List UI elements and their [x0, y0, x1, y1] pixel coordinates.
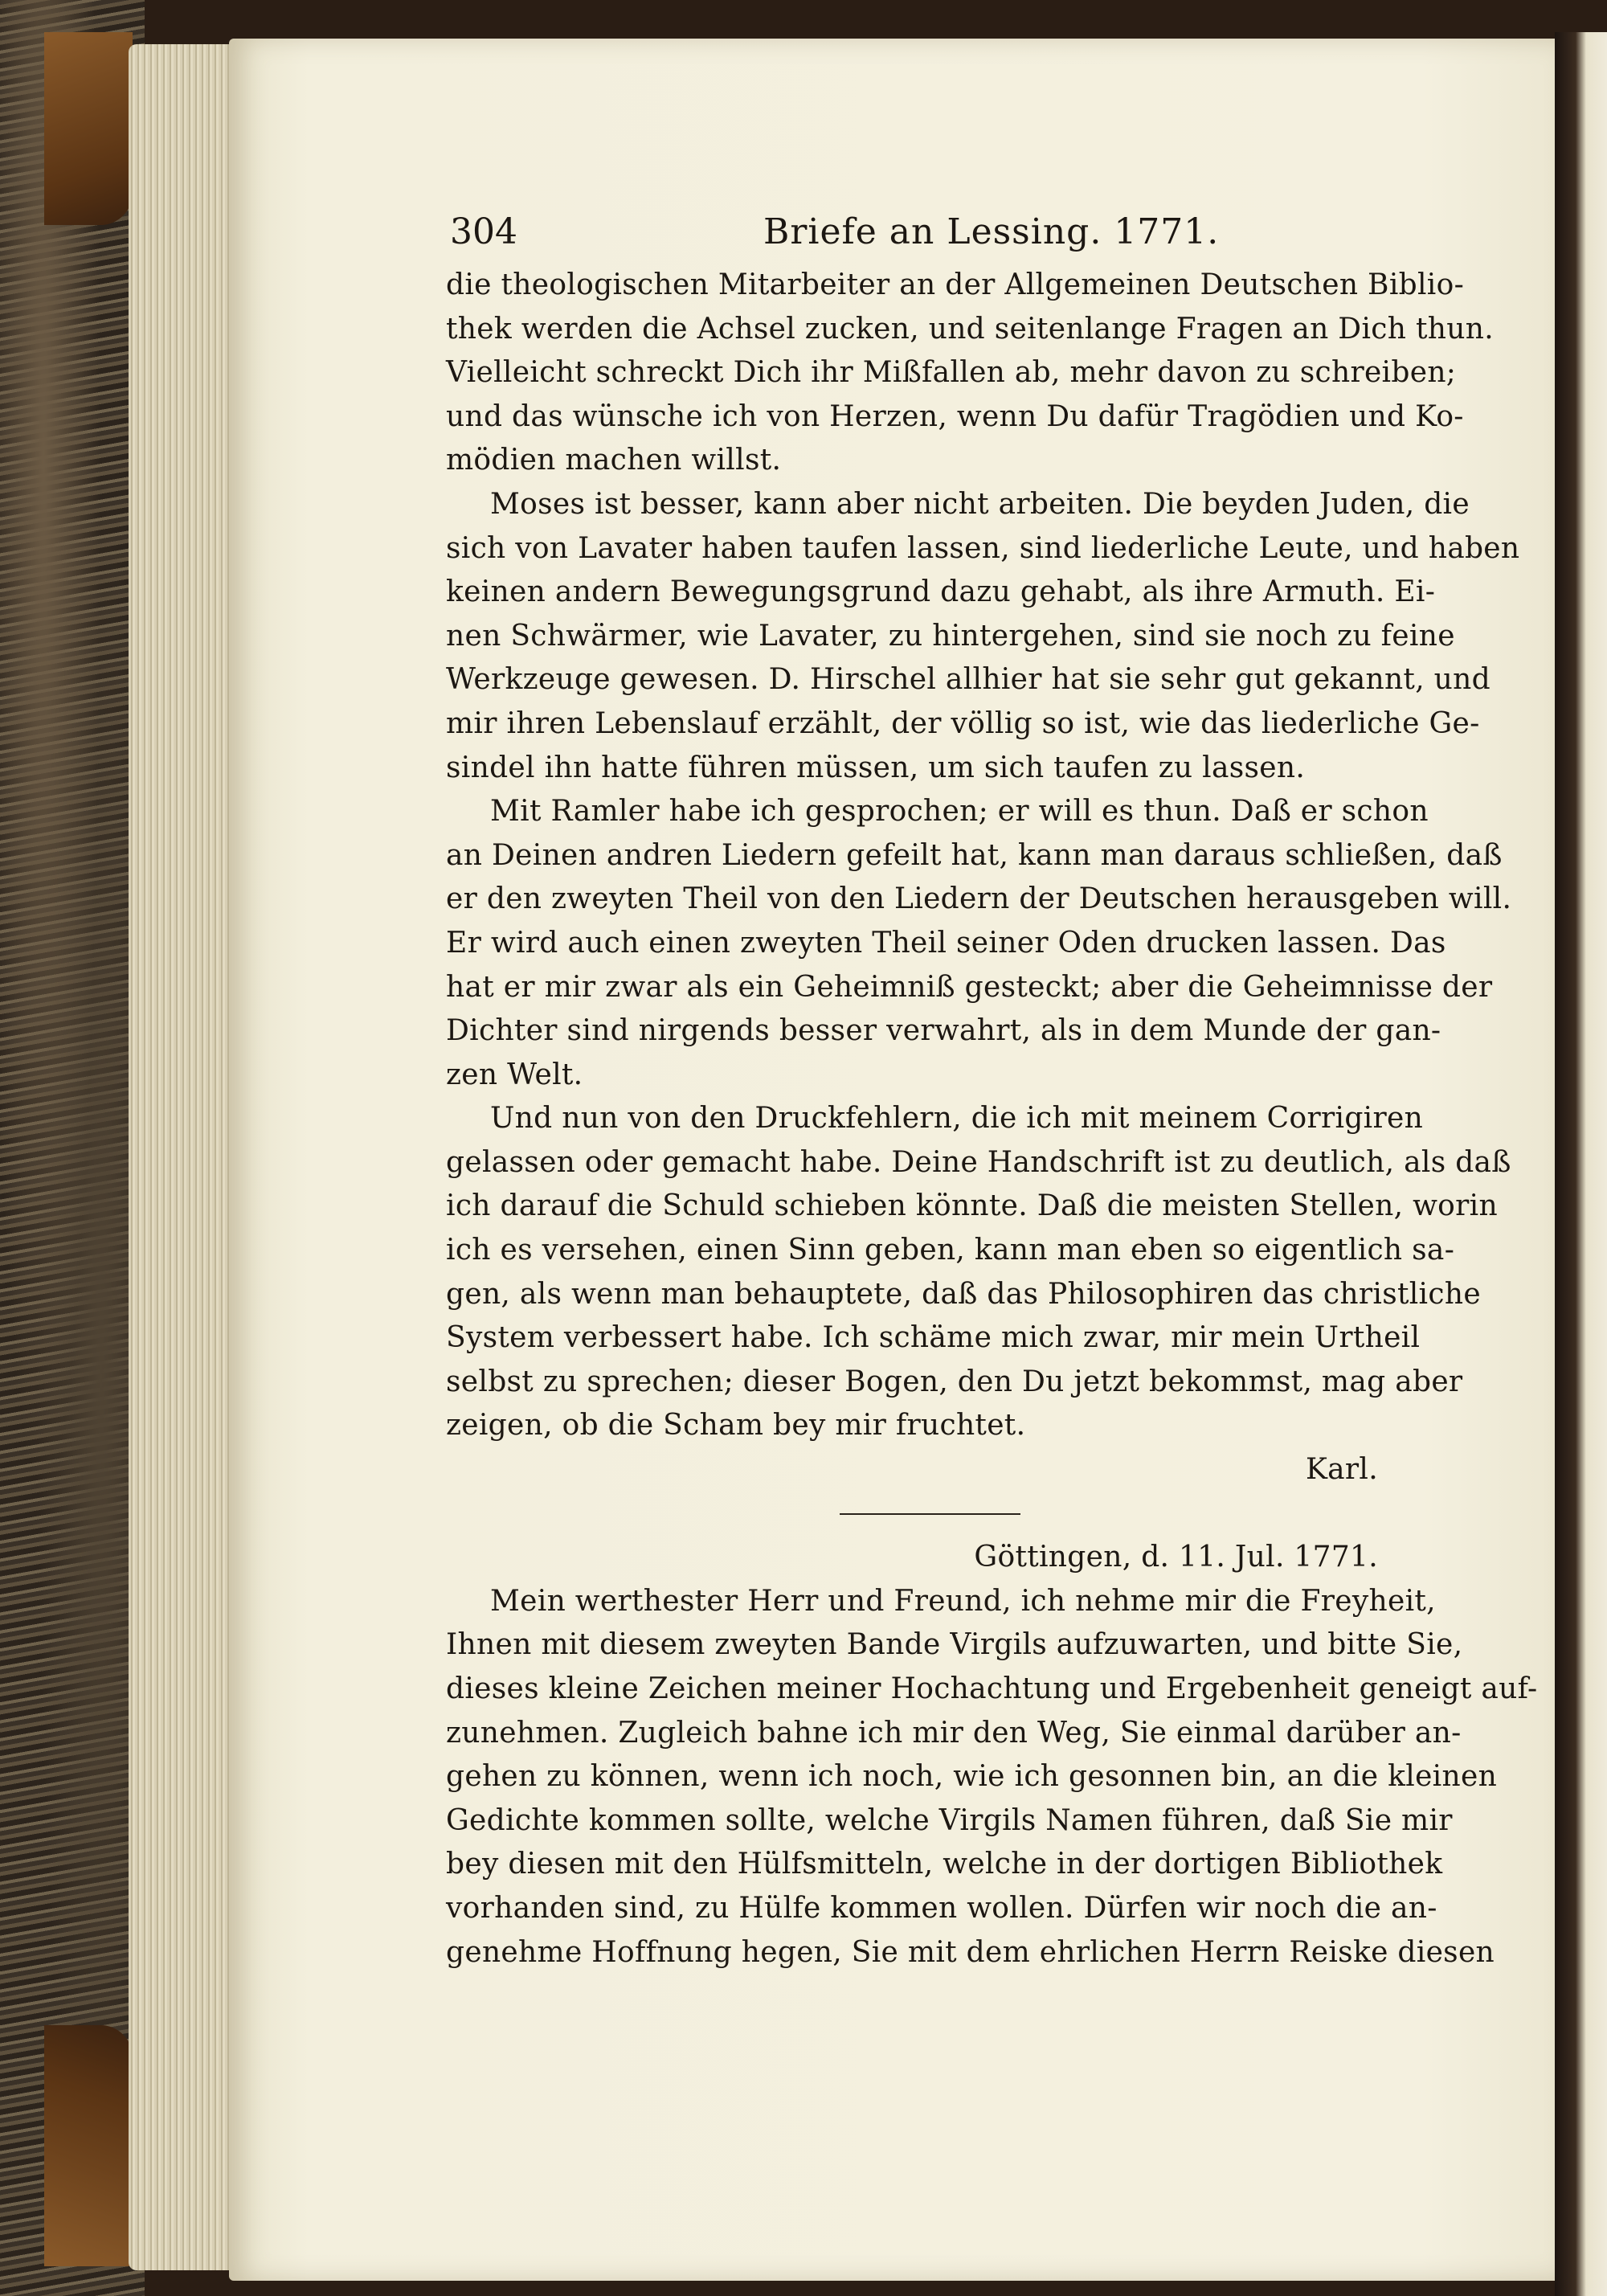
leather-corner-top [44, 32, 133, 225]
text-line: mir ihren Lebenslauf erzählt, der völlig so ist, wie das liederliche Ge- [446, 706, 1480, 740]
text-line: selbst zu sprechen; dieser Bogen, den Du jetzt bekommst, mag aber [446, 1365, 1463, 1398]
text-line: er den zweyten Theil von den Liedern der Deutschen herausgeben will. [446, 882, 1512, 916]
book-cover-marbled [0, 0, 145, 2296]
text-line: sindel ihn hatte führen müssen, um sich taufen zu lassen. [446, 751, 1306, 784]
text-line: an Deinen andren Liedern gefeilt hat, kann man daraus schließen, daß [446, 838, 1503, 872]
text-line: System verbessert habe. Ich schäme mich zwar, mir mein Urtheil [446, 1321, 1421, 1355]
letter-line: zunehmen. Zugleich bahne ich mir den Weg, Sie einmal darüber an- [446, 1716, 1462, 1750]
text-line: zen Welt. [446, 1058, 583, 1091]
section-divider [446, 1492, 1386, 1537]
letter-line: dieses kleine Zeichen meiner Hochachtung und Ergebenheit geneigt auf- [446, 1672, 1538, 1705]
text-line: Mit Ramler habe ich gesprochen; er will es thun. Daß er schon [490, 795, 1429, 829]
text-line: ich es versehen, einen Sinn geben, kann man eben so eigentlich sa- [446, 1234, 1455, 1267]
text-line: Und nun von den Druckfehlern, die ich mit meinem Corrigiren [490, 1102, 1424, 1136]
text-line: nen Schwärmer, wie Lavater, zu hintergehen, sind sie noch zu feine [446, 619, 1455, 653]
running-header [446, 207, 1386, 257]
text-line: thek werden die Achsel zucken, und seitenlange Fragen an Dich thun. [446, 312, 1494, 346]
text-line: hat er mir zwar als ein Geheimniß gesteckt; aber die Geheimnisse der [446, 970, 1493, 1004]
text-line: zeigen, ob die Scham bey mir fruchtet. [446, 1409, 1026, 1443]
letter-line: vorhanden sind, zu Hülfe kommen wollen. Dürfen wir noch die an- [446, 1891, 1437, 1925]
text-line: mödien machen willst. [446, 444, 782, 477]
body-text [446, 264, 1538, 1975]
text-line: sich von Lavater haben taufen lassen, sind liederliche Leute, und haben [446, 531, 1520, 565]
text-line: Moses ist besser, kann aber nicht arbeiten. Die beyden Juden, die [490, 487, 1470, 521]
text-line: gen, als wenn man behauptete, daß das Philosophiren das christliche [446, 1277, 1481, 1311]
text-line: ich darauf die Schuld schieben könnte. Daß die meisten Stellen, worin [446, 1189, 1498, 1223]
text-line: keinen andern Bewegungsgrund dazu gehabt, als ihre Armuth. Ei- [446, 575, 1436, 609]
text-line: Werkzeuge gewesen. D. Hirschel allhier hat sie sehr gut gekannt, und [446, 663, 1490, 697]
text-line: Vielleicht schreckt Dich ihr Mißfallen ab, mehr davon zu schreiben; [446, 356, 1457, 390]
page-content [446, 207, 1538, 1975]
letter-line: Mein werthester Herr und Freund, ich nehme mir die Freyheit, [490, 1584, 1436, 1618]
signature: Karl. [1305, 1453, 1378, 1487]
leather-corner-bottom [44, 2025, 133, 2266]
facing-page-edge [1555, 32, 1607, 2296]
text-line: Er wird auch einen zweyten Theil seiner Oden drucken lassen. Das [446, 926, 1446, 960]
text-line: gelassen oder gemacht habe. Deine Handschrift ist zu deutlich, als daß [446, 1145, 1511, 1179]
letter-line: gehen zu können, wenn ich noch, wie ich gesonnen bin, an die kleinen [446, 1760, 1498, 1794]
page-edges [129, 44, 241, 2270]
page-number: 304 [450, 211, 517, 252]
text-line: die theologischen Mitarbeiter an der Allgemeinen Deutschen Biblio- [446, 268, 1465, 301]
letter-line: Gedichte kommen sollte, welche Virgils Namen führen, daß Sie mir [446, 1803, 1453, 1837]
text-line: und das wünsche ich von Herzen, wenn Du dafür Tragödien und Ko- [446, 399, 1464, 433]
letter-line: genehme Hoffnung hegen, Sie mit dem ehrlichen Herrn Reiske diesen [446, 1935, 1495, 1969]
letter-line: Ihnen mit diesem zweyten Bande Virgils aufzuwarten, und bitte Sie, [446, 1628, 1463, 1662]
letter-line: bey diesen mit den Hülfsmitteln, welche in der dortigen Bibliothek [446, 1848, 1443, 1881]
dateline: Göttingen, d. 11. Jul. 1771. [974, 1541, 1378, 1574]
text-line: Dichter sind nirgends besser verwahrt, als in dem Munde der gan- [446, 1014, 1441, 1048]
running-title: Briefe an Lessing. 1771. [763, 211, 1220, 252]
